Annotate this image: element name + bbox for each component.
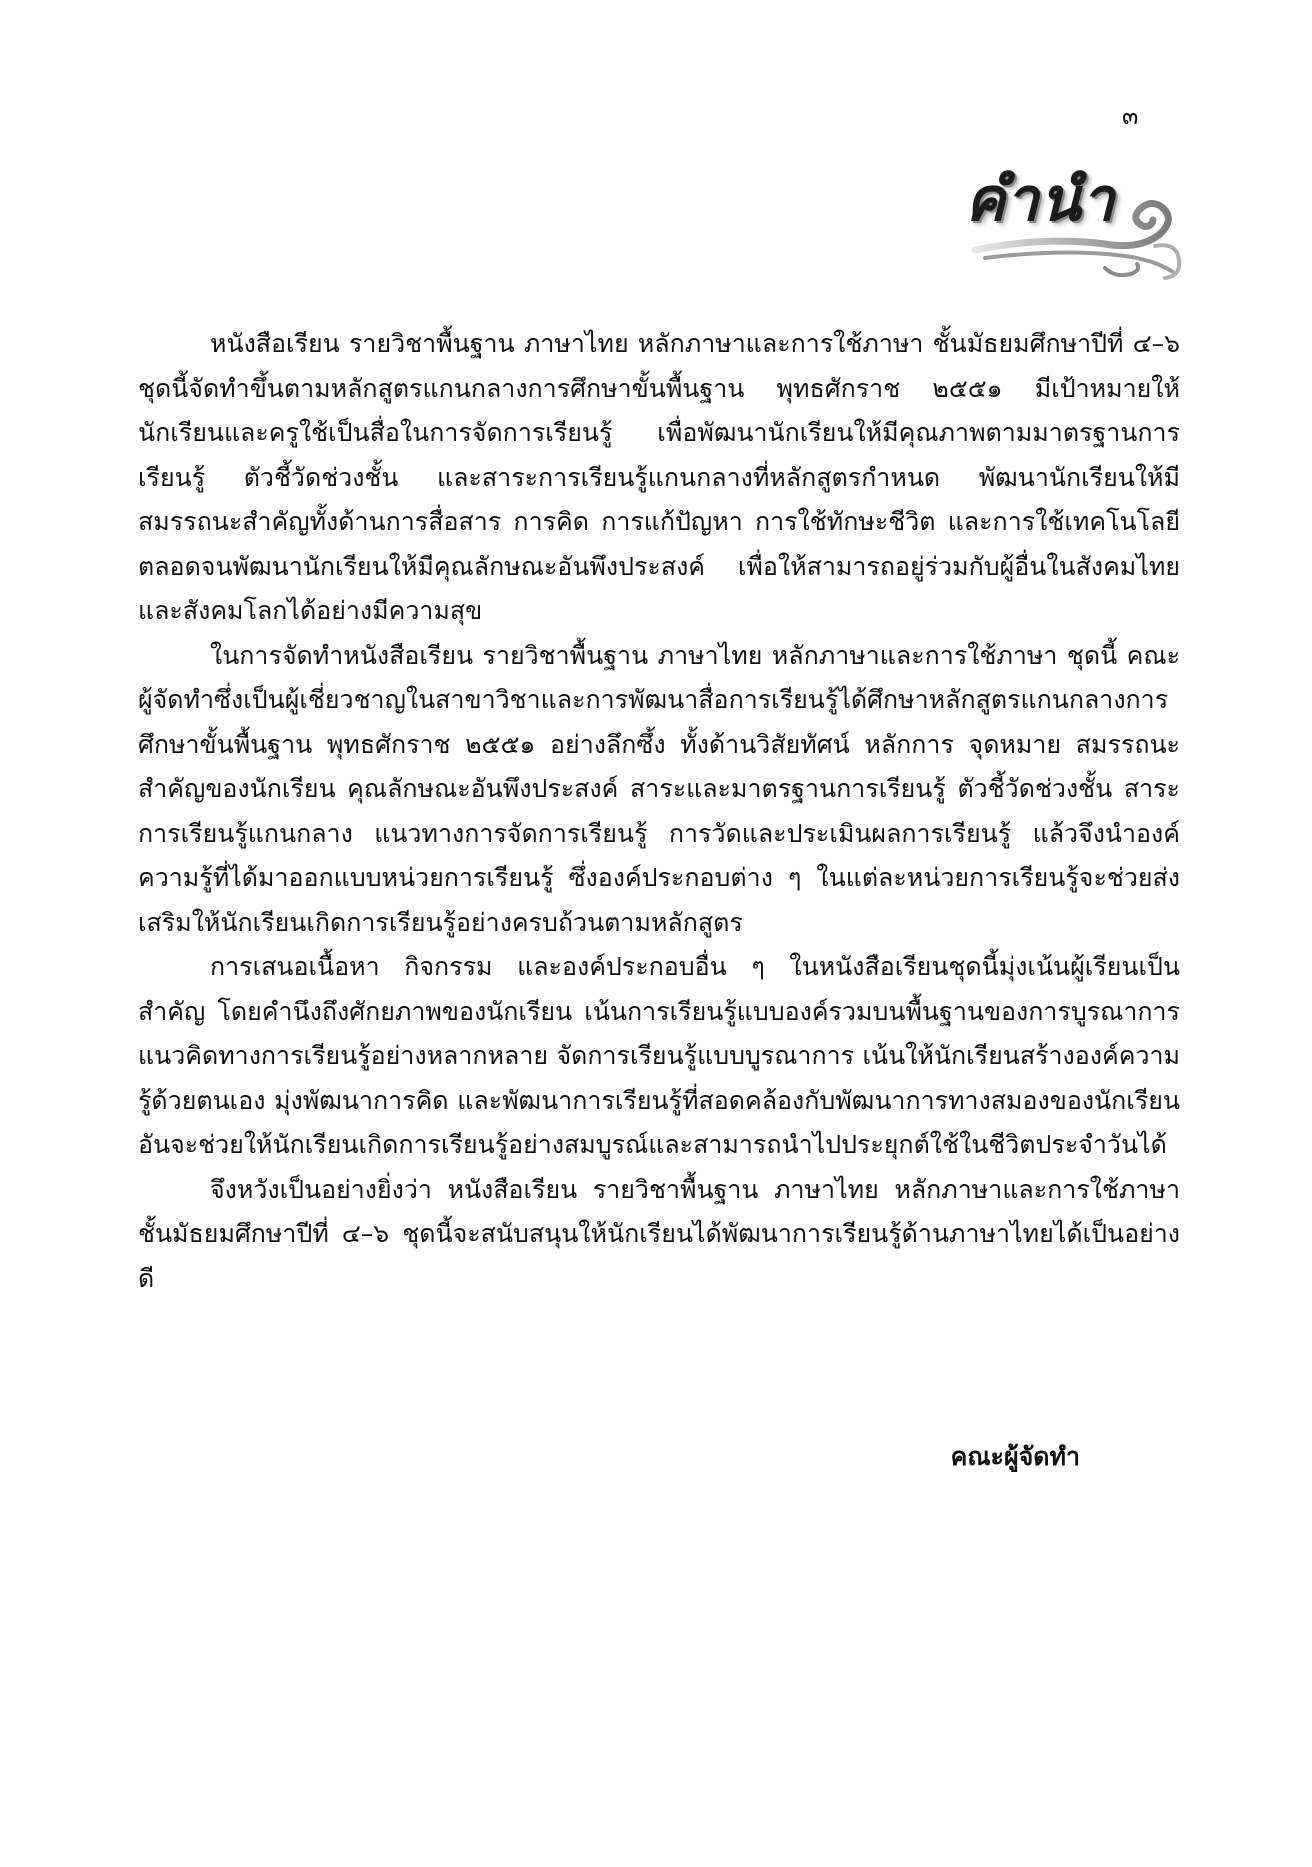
page-number: ๓: [1122, 102, 1139, 130]
foreword-body: [138, 322, 1180, 1301]
page-heading: คำนำ: [965, 165, 1116, 235]
heading-banner: [955, 165, 1185, 283]
signature: คณะผู้จัดทำ: [950, 1442, 1080, 1471]
paragraph-4: จึงหวังเป็นอย่างยิ่งว่า หนังสือเรียน รายวิชาพื้นฐาน ภาษาไทย หลักภาษาและการใช้ภาษา ชั้นมัธยมศึกษาปีที่ ๔–๖ ชุดนี้จะสนับสนุนให้นักเรียนได้พัฒนาการเรียนรู้ด้านภาษาไทยได้เป็นอย่างดี: [138, 1174, 1180, 1293]
paragraph-1: หนังสือเรียน รายวิชาพื้นฐาน ภาษาไทย หลักภาษาและการใช้ภาษา ชั้นมัธยมศึกษาปีที่ ๔–๖ ชุดนี้จัดทำขึ้นตามหลักสูตรแกนกลางการศึกษาขั้นพื้นฐาน พุทธศักราช ๒๕๕๑ มีเป้าหมายให้นักเรียนและครูใช้เป็นสื่อในการจัดการเรียนรู้ เพื่อพัฒนานักเรียนให้มีคุณภาพตามมาตรฐานการเรียนรู้ ตัวชี้วัดช่วงชั้น และสาระการเรียนรู้แกนกลางที่หลักสูตรกำหนด พัฒนานักเรียนให้มีสมรรถนะสำคัญทั้งด้านการสื่อสาร การคิด การแก้ปัญหา การใช้ทักษะชีวิต และการใช้เทคโนโลยี ตลอดจนพัฒนานักเรียนให้มีคุณลักษณะอันพึงประสงค์ เพื่อให้สามารถอยู่ร่วมกับผู้อื่นในสังคมไทยและสังคมโลกได้อย่างมีความสุข: [138, 329, 1180, 625]
paragraph-2: ในการจัดทำหนังสือเรียน รายวิชาพื้นฐาน ภาษาไทย หลักภาษาและการใช้ภาษา ชุดนี้ คณะผู้จัดทำซึ่งเป็นผู้เชี่ยวชาญในสาขาวิชาและการพัฒนาสื่อการเรียนรู้ได้ศึกษาหลักสูตรแกนกลางการศึกษาขั้นพื้นฐาน พุทธศักราช ๒๕๕๑ อย่างลึกซึ้ง ทั้งด้านวิสัยทัศน์ หลักการ จุดหมาย สมรรถนะสำคัญของนักเรียน คุณลักษณะอันพึงประสงค์ สาระและมาตรฐานการเรียนรู้ ตัวชี้วัดช่วงชั้น สาระการเรียนรู้แกนกลาง แนวทางการจัดการเรียนรู้ การวัดและประเมินผลการเรียนรู้ แล้วจึงนำองค์ความรู้ที่ได้มาออกแบบหน่วยการเรียนรู้ ซึ่งองค์ประกอบต่าง ๆ ในแต่ละหน่วยการเรียนรู้จะช่วยส่งเสริมให้นักเรียนเกิดการเรียนรู้อย่างครบถ้วนตามหลักสูตร: [138, 640, 1180, 937]
paragraph-3: การเสนอเนื้อหา กิจกรรม และองค์ประกอบอื่น ๆ ในหนังสือเรียนชุดนี้มุ่งเน้นผู้เรียนเป็นสำคัญ โดยคำนึงถึงศักยภาพของนักเรียน เน้นการเรียนรู้แบบองค์รวมบนพื้นฐานของการบูรณาการแนวคิดทางการเรียนรู้อย่างหลากหลาย จัดการเรียนรู้แบบบูรณาการ เน้นให้นักเรียนสร้างองค์ความรู้ด้วยตนเอง มุ่งพัฒนาการคิด และพัฒนาการเรียนรู้ที่สอดคล้องกับพัฒนาการทางสมองของนักเรียน อันจะช่วยให้นักเรียนเกิดการเรียนรู้อย่างสมบูรณ์และสามารถนำไปประยุกต์ใช้ในชีวิตประจำวันได้: [138, 952, 1180, 1159]
